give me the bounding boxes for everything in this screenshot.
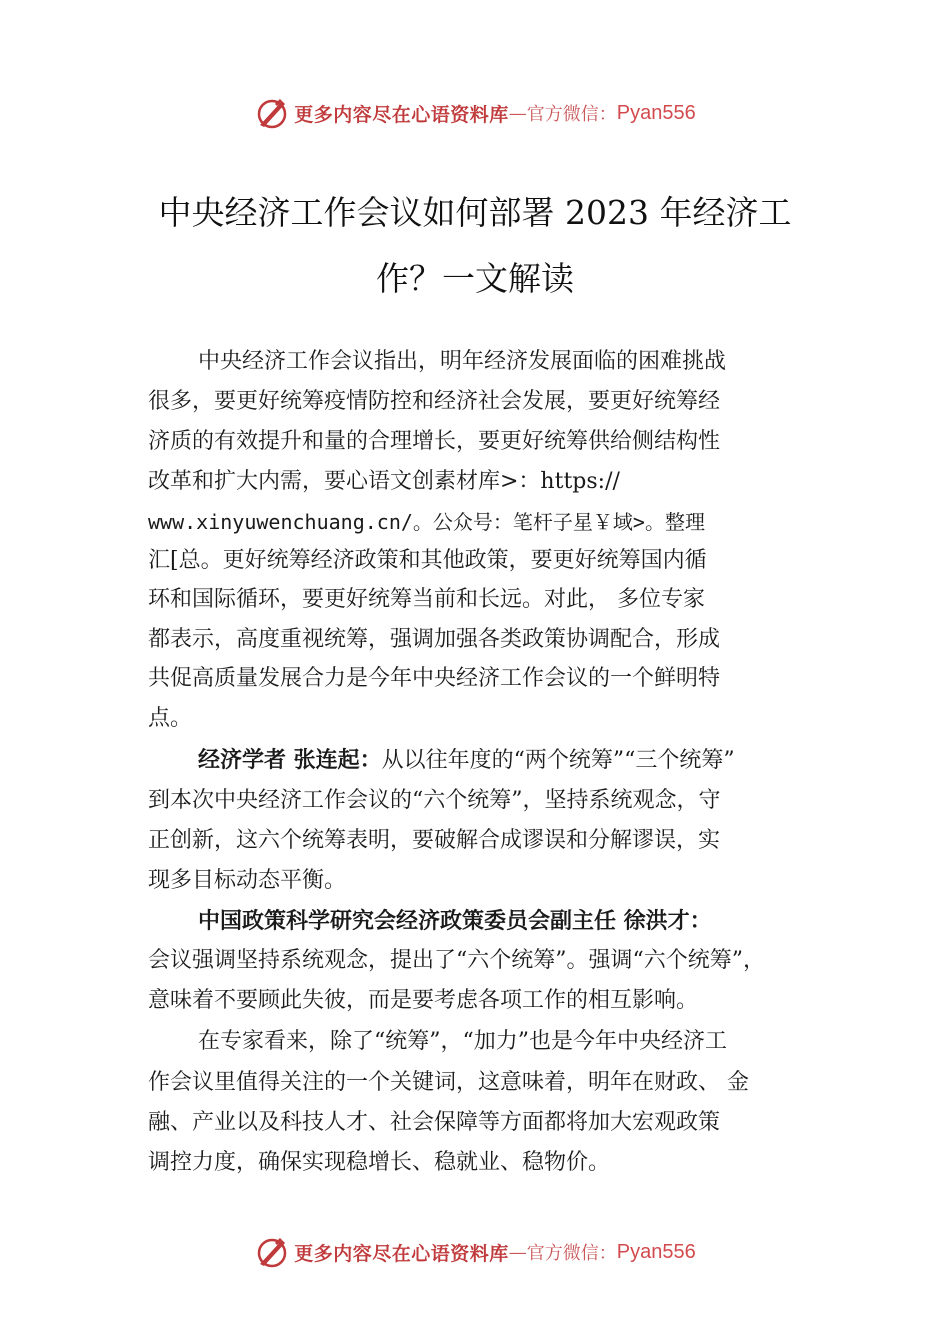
title-line-1: 中央经济工作会议如何部署 2023 年经济工 bbox=[158, 193, 792, 232]
body-line: 很多，要更好统筹疫情防控和经济社会发展，要更好统筹经 bbox=[148, 389, 721, 414]
body-line: 调控力度，确保实现稳增长、稳就业、稳物价。 bbox=[148, 1150, 611, 1175]
body-line: 意味着不要顾此失彼，而是要考虑各项工作的相互影响。 bbox=[148, 988, 699, 1013]
body-line: 共促高质量发展合力是今年中央经济工作会议的一个鲜明特 bbox=[148, 666, 721, 691]
body-line: 作会议里值得关注的一个关键词，这意味着，明年在财政、 金 bbox=[148, 1070, 749, 1095]
quill-logo-icon bbox=[254, 95, 290, 131]
body-line: 济质的有效提升和量的合理增长，要更好统筹供给侧结构性 bbox=[148, 429, 721, 454]
watermark-brand: 更多内容尽在心语资料库 bbox=[294, 103, 509, 126]
quill-logo-icon bbox=[254, 1234, 290, 1270]
body-line: 环和国际循环，要更好统筹当前和长远。对此， 多位专家 bbox=[148, 587, 705, 612]
body-line: 点。 bbox=[148, 706, 193, 731]
watermark-banner-bottom bbox=[0, 1232, 950, 1272]
speaker-name: 中国政策科学研究会经济政策委员会副主任 徐洪才： bbox=[198, 908, 712, 934]
body-line: 汇[总。更好统筹经济政策和其他政策，要更好统筹国内循 bbox=[148, 548, 707, 573]
watermark-brand: 更多内容尽在心语资料库 bbox=[294, 1242, 509, 1265]
watermark-banner-top bbox=[0, 93, 950, 133]
body-line: 现多目标动态平衡。 bbox=[148, 868, 347, 893]
watermark-wechat-id: Pyan556 bbox=[616, 101, 696, 124]
body-line: 正创新，这六个统筹表明，要破解合成谬误和分解谬误，实 bbox=[148, 828, 721, 853]
body-line: 会议强调坚持系统观念，提出了“六个统筹”。强调“六个统筹”， bbox=[148, 948, 765, 973]
watermark-wechat-id: Pyan556 bbox=[616, 1240, 696, 1263]
document-title bbox=[120, 180, 830, 312]
body-line: 融、产业以及科技人才、社会保障等方面都将加大宏观政策 bbox=[148, 1110, 721, 1135]
body-line: 改革和扩大内需，要心语文创素材库>：https:// bbox=[148, 469, 620, 494]
title-line-2: 作？一文解读 bbox=[376, 259, 574, 298]
body-line: 到本次中央经济工作会议的“六个统筹”，坚持系统观念，守 bbox=[148, 788, 721, 813]
body-line: 经济学者 张连起：从以往年度的“两个统筹”“三个统筹” bbox=[198, 747, 735, 773]
body-line: 中央经济工作会议指出，明年经济发展面临的困难挑战 bbox=[198, 349, 727, 374]
body-line: www.xinyuwenchuang.cn/。公众号：笔杆子星￥域>。整理 bbox=[148, 510, 705, 534]
watermark-wechat-label: 官方微信： bbox=[526, 1243, 617, 1264]
body-line: 都表示，高度重视统筹，强调加强各类政策协调配合，形成 bbox=[148, 627, 721, 652]
speaker-name: 经济学者 张连起： bbox=[198, 747, 382, 773]
watermark-dash: — bbox=[508, 1241, 527, 1263]
body-line: 在专家看来，除了“统筹”，“加力”也是今年中央经济工 bbox=[198, 1029, 727, 1054]
watermark-dash: — bbox=[508, 102, 527, 124]
watermark-wechat-label: 官方微信： bbox=[526, 104, 617, 125]
body-line bbox=[148, 906, 828, 937]
